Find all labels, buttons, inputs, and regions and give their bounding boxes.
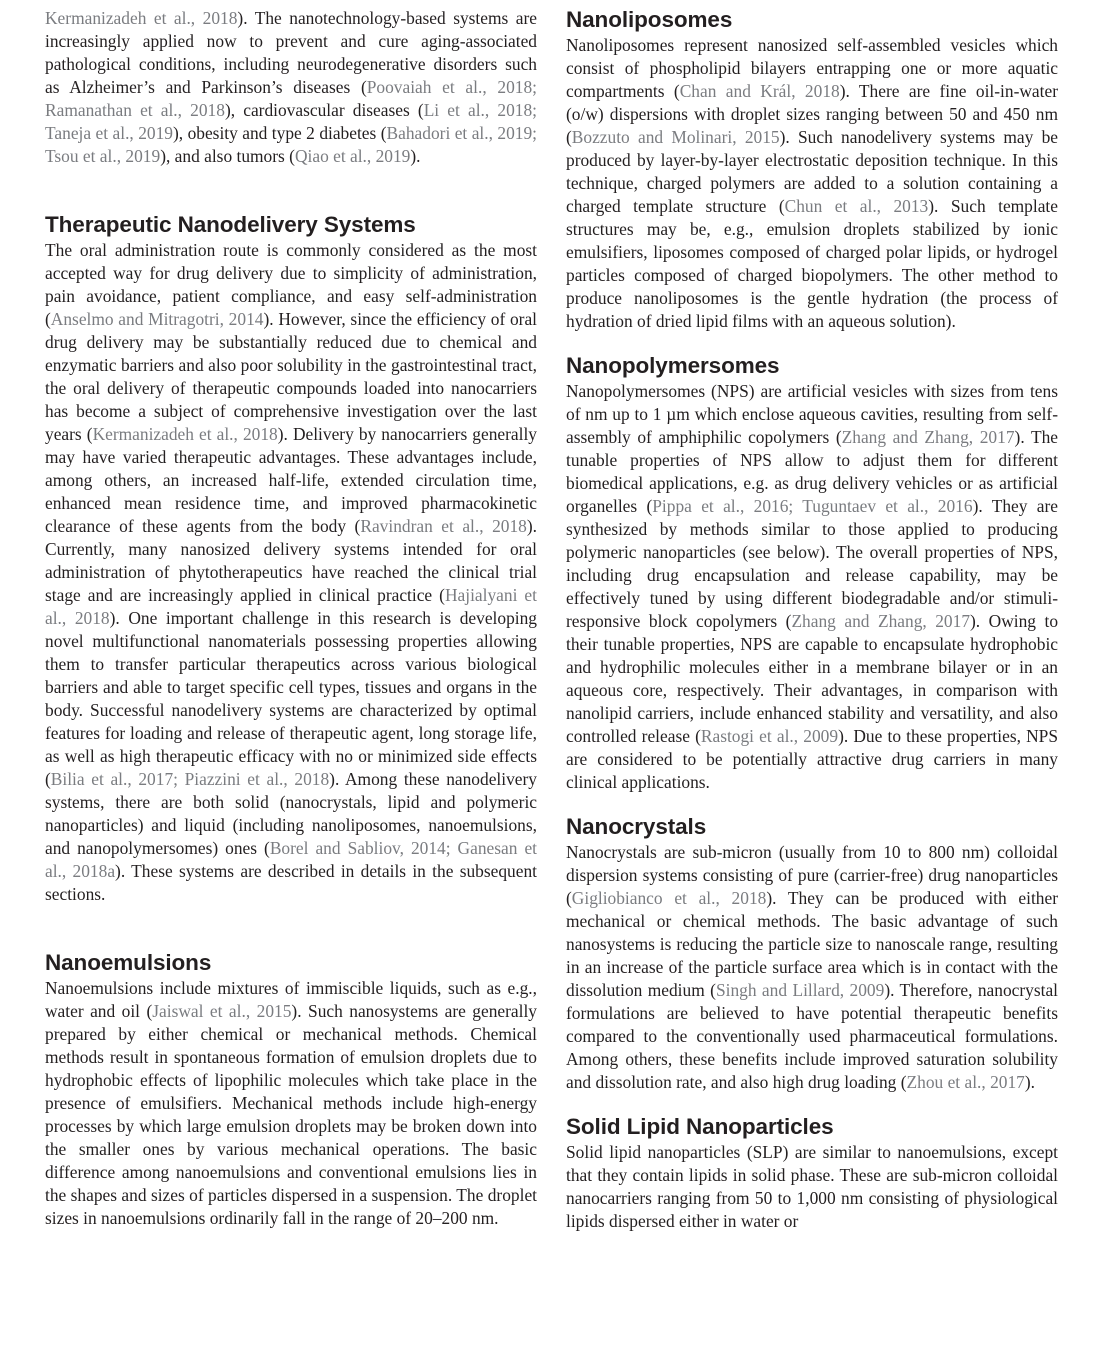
left-column (45, 0, 537, 1230)
body-text: ). Such nanosystems are generally prepared by either chemical or mechanical methods. Chemical methods result in spontaneous formation of emulsion droplets due to hydrophobic effects of lipophilic molecules which take place in the presence of emulsifiers. Mechanical methods include high-energy processes by which large emulsion droplets may be broken down into the smaller ones by various mechanical operations. The basic difference among nanoemulsions and conventional emulsions lies in the shapes and sizes of particles dispersed in a suspension. The droplet sizes in nanoemulsions ordinarily fall in the range of 20–200 nm. (45, 1001, 537, 1228)
section-heading-nanoliposomes: Nanoliposomes (566, 7, 733, 32)
citation-link[interactable]: Singh and Lillard, 2009 (715, 980, 885, 1000)
body-text: ). However, since the efficiency of oral drug delivery may be substantially reduced due to chemical and enzymatic barriers and also poor solubility in the gastrointestinal tract, the oral delivery of therapeutic compounds loaded into nanocarriers has become a subject of comprehensive investigation over the last years ( (45, 309, 537, 444)
body-text: ). The nanotechnology-based systems are increasingly applied now to prevent and cure aging-associated pathological conditions, including neurodegenerative disorders such as Alzheimer’s and Parkinson’s diseases ( (45, 8, 537, 97)
body-text: Nanocrystals are sub-micron (usually from 10 to 800 nm) colloidal dispersion systems consisting of pure (carrier-free) drug nanoparticles ( (566, 842, 1058, 908)
citation-link[interactable]: Kermanizadeh et al., 2018 (92, 424, 278, 444)
body-text: ). Due to these properties, NPS are considered to be potentially attractive drug carriers in many clinical applications. (566, 726, 1058, 792)
citation-link[interactable]: Poovaiah et al., 2018; Ramanathan et al., 2018 (45, 77, 537, 120)
citation-link[interactable]: Pippa et al., 2016; Tuguntaev et al., 2016 (652, 496, 973, 516)
body-text: ). The tunable properties of NPS allow to adjust them for different biomedical applications, e.g. as drug delivery vehicles or as artificial organelles ( (566, 427, 1058, 516)
section-body-therapeutic-nanodelivery (45, 239, 537, 906)
section-body-nanoliposomes (566, 34, 1058, 333)
section-heading-nanopolymersomes: Nanopolymersomes (566, 353, 780, 378)
section-body-nanoemulsions (45, 977, 537, 1230)
body-text: ). They can be produced with either mechanical or chemical methods. The basic advantage of such nanosystems is reducing the particle size to nanoscale range, resulting in an increase of the particle surface area which is in contact with the dissolution medium ( (566, 888, 1058, 1000)
body-text: ). There are fine oil-in-water (o/w) dispersions with droplet sizes ranging between 50 and 450 nm ( (566, 81, 1058, 147)
citation-link[interactable]: Anselmo and Mitragotri, 2014 (50, 309, 264, 329)
citation-link[interactable]: Bozzuto and Molinari, 2015 (571, 127, 780, 147)
body-text: ). Delivery by nanocarriers generally may have varied therapeutic advantages. These advantages include, among others, an increased half-life, extended circulation time, enhanced mean residence time, and improved pharmacokinetic clearance of these agents from the body ( (45, 424, 537, 536)
section-body-nanopolymersomes (566, 380, 1058, 794)
body-text: ). (1024, 1072, 1035, 1092)
citation-link[interactable]: Li et al., 2018; Taneja et al., 2019 (45, 100, 537, 143)
body-text: Nanoliposomes represent nanosized self-assembled vesicles which consist of phospholipid bilayers entrapping one or more aquatic compartments ( (566, 35, 1058, 101)
body-text: ). Such template structures may be, e.g., emulsion droplets stabilized by ionic emulsifiers, liposomes composed of charged polar lipids, or hydrogel particles composed of charged biopolymers. The other method to produce nanoliposomes is the gentle hydration (the process of hydration of dried lipid films with an aqueous solution). (566, 196, 1058, 331)
body-text: Solid lipid nanoparticles (SLP) are similar to nanoemulsions, except that they contain lipids in solid phase. These are sub-micron colloidal nanocarriers ranging from 50 to 1,000 nm consisting of physiological lipids dispersed either in water or (566, 1142, 1058, 1231)
citation-link[interactable]: Hajialyani et al., 2018 (45, 585, 537, 628)
section-heading-solid-lipid-nanoparticles: Solid Lipid Nanoparticles (566, 1114, 834, 1139)
right-column (566, 0, 1058, 1233)
citation-link[interactable]: Zhou et al., 2017 (906, 1072, 1025, 1092)
body-text: ). Owing to their tunable properties, NPS are capable to encapsulate hydrophobic and hydrophilic molecules either in a membrane bilayer or in an aqueous core, respectively. Their advantages, in comparison with nanolipid carriers, include enhanced stability and versatility, and also controlled release ( (566, 611, 1059, 746)
body-text: ). They are synthesized by methods similar to those applied to producing polymeric nanoparticles (see below). The overall properties of NPS, including drug encapsulation and release capability, may be effectively tuned by using different biodegradable and/or stimuli-responsive block copolymers ( (566, 496, 1058, 631)
citation-link[interactable]: Zhang and Zhang, 2017 (841, 427, 1015, 447)
citation-link[interactable]: Borel and Sabliov, 2014; Ganesan et al., 2018a (45, 838, 537, 881)
citation-link[interactable]: Chan and Král, 2018 (679, 81, 840, 101)
citation-link[interactable]: Bilia et al., 2017; Piazzini et al., 2018 (50, 769, 330, 789)
body-text: The oral administration route is commonly considered as the most accepted way for drug delivery due to simplicity of administration, pain avoidance, patient compliance, and easy self-administration ( (45, 240, 537, 329)
body-text: ). One important challenge in this research is developing novel multifunctional nanomaterials possessing properties allowing them to transfer particular therapeutics across various biological barriers and able to target specific cell types, tissues and organs in the body. Successful nanodelivery systems are characterized by optimal features for loading and release of therapeutic agent, long storage life, as well as high therapeutic efficacy with no or minimized side effects ( (45, 608, 537, 789)
section-heading-nanocrystals: Nanocrystals (566, 814, 707, 839)
body-text: ). These systems are described in details in the subsequent sections. (45, 861, 537, 904)
citation-link[interactable]: Kermanizadeh et al., 2018 (45, 8, 238, 28)
body-text: Nanoemulsions include mixtures of immiscible liquids, such as e.g., water and oil ( (45, 978, 537, 1021)
body-text: Nanopolymersomes (NPS) are artificial vesicles with sizes from tens of nm up to 1 µm which enclose aqueous cavities, resulting from self-assembly of amphiphilic copolymers ( (566, 381, 1058, 447)
body-text: ). Such nanodelivery systems may be produced by layer-by-layer electrostatic deposition technique. In this technique, charged polymers are added to a solution containing a charged template structure ( (566, 127, 1058, 216)
citation-link[interactable]: Bahadori et al., 2019; Tsou et al., 2019 (45, 123, 538, 166)
citation-link[interactable]: Jaiswal et al., 2015 (152, 1001, 292, 1021)
citation-link[interactable]: Zhang and Zhang, 2017 (791, 611, 971, 631)
body-text: ). Currently, many nanosized delivery systems intended for oral administration of phytotherapeutics have reached the clinical trial stage and are increasingly applied in clinical practice ( (45, 516, 537, 605)
body-text: ), cardiovascular diseases ( (224, 100, 424, 120)
body-text: ). (410, 146, 421, 166)
section-heading-therapeutic-nanodelivery: Therapeutic Nanodelivery Systems (45, 212, 416, 237)
citation-link[interactable]: Qiao et al., 2019 (294, 146, 411, 166)
citation-link[interactable]: Ravindran et al., 2018 (360, 516, 527, 536)
citation-link[interactable]: Chun et al., 2013 (784, 196, 929, 216)
citation-link[interactable]: Rastogi et al., 2009 (700, 726, 839, 746)
section-body-nanocrystals (566, 841, 1058, 1094)
body-text: ). Among these nanodelivery systems, there are both solid (nanocrystals, lipid and polymeric nanoparticles) and liquid (including nanoliposomes, nanoemulsions, and nanopolymersomes) ones ( (45, 769, 537, 858)
citation-link[interactable]: Gigliobianco et al., 2018 (571, 888, 767, 908)
intro-paragraph (45, 7, 537, 168)
body-text: ). Therefore, nanocrystal formulations are believed to have potential therapeutic benefits compared to the conventionally used pharmaceutical formulations. Among others, these benefits include improved saturation solubility and dissolution rate, and also high drug loading ( (566, 980, 1058, 1092)
section-body-solid-lipid-nanoparticles (566, 1141, 1058, 1233)
section-heading-nanoemulsions: Nanoemulsions (45, 950, 212, 975)
body-text: ), obesity and type 2 diabetes ( (173, 123, 387, 143)
body-text: ), and also tumors ( (160, 146, 295, 166)
